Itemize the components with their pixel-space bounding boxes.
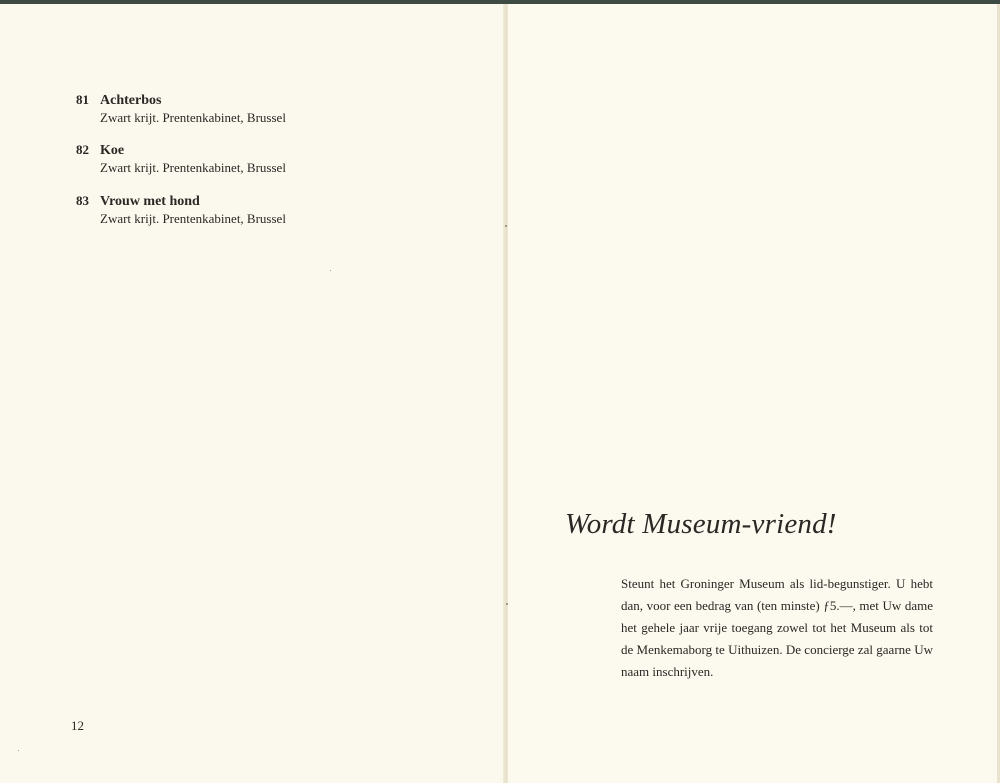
entry-title: Koe xyxy=(100,143,125,158)
entry-subtitle: Zwart krijt. Prentenkabinet, Brussel xyxy=(100,110,286,125)
paper-speck xyxy=(505,225,507,227)
catalog-entry xyxy=(76,192,476,227)
entry-number: 83 xyxy=(76,193,89,208)
entry-number: 81 xyxy=(76,92,89,107)
page-heading: Wordt Museum-vriend! xyxy=(565,508,837,540)
paper-speck xyxy=(506,603,508,605)
entry-number: 82 xyxy=(76,142,89,157)
body-paragraph: Steunt het Groninger Museum als lid-begunstiger. U hebt dan, voor een bedrag van (ten minste) ƒ5.—, met Uw dame het gehele jaar vrije toegang zowel tot het Museum als tot de Menkemaborg te Uithuizen. De concierge zal gaarne Uw naam inschrijven. xyxy=(621,576,933,679)
entry-subtitle: Zwart krijt. Prentenkabinet, Brussel xyxy=(100,211,286,226)
entry-title: Vrouw met hond xyxy=(100,194,200,209)
catalog-entry xyxy=(76,141,476,176)
paper-speck xyxy=(330,270,331,271)
entry-subtitle: Zwart krijt. Prentenkabinet, Brussel xyxy=(100,160,286,175)
entry-title: Achterbos xyxy=(100,93,162,108)
left-page xyxy=(0,4,505,783)
paper-speck xyxy=(18,750,19,751)
catalog-entry xyxy=(76,91,476,126)
page-number: 12 xyxy=(71,718,84,733)
